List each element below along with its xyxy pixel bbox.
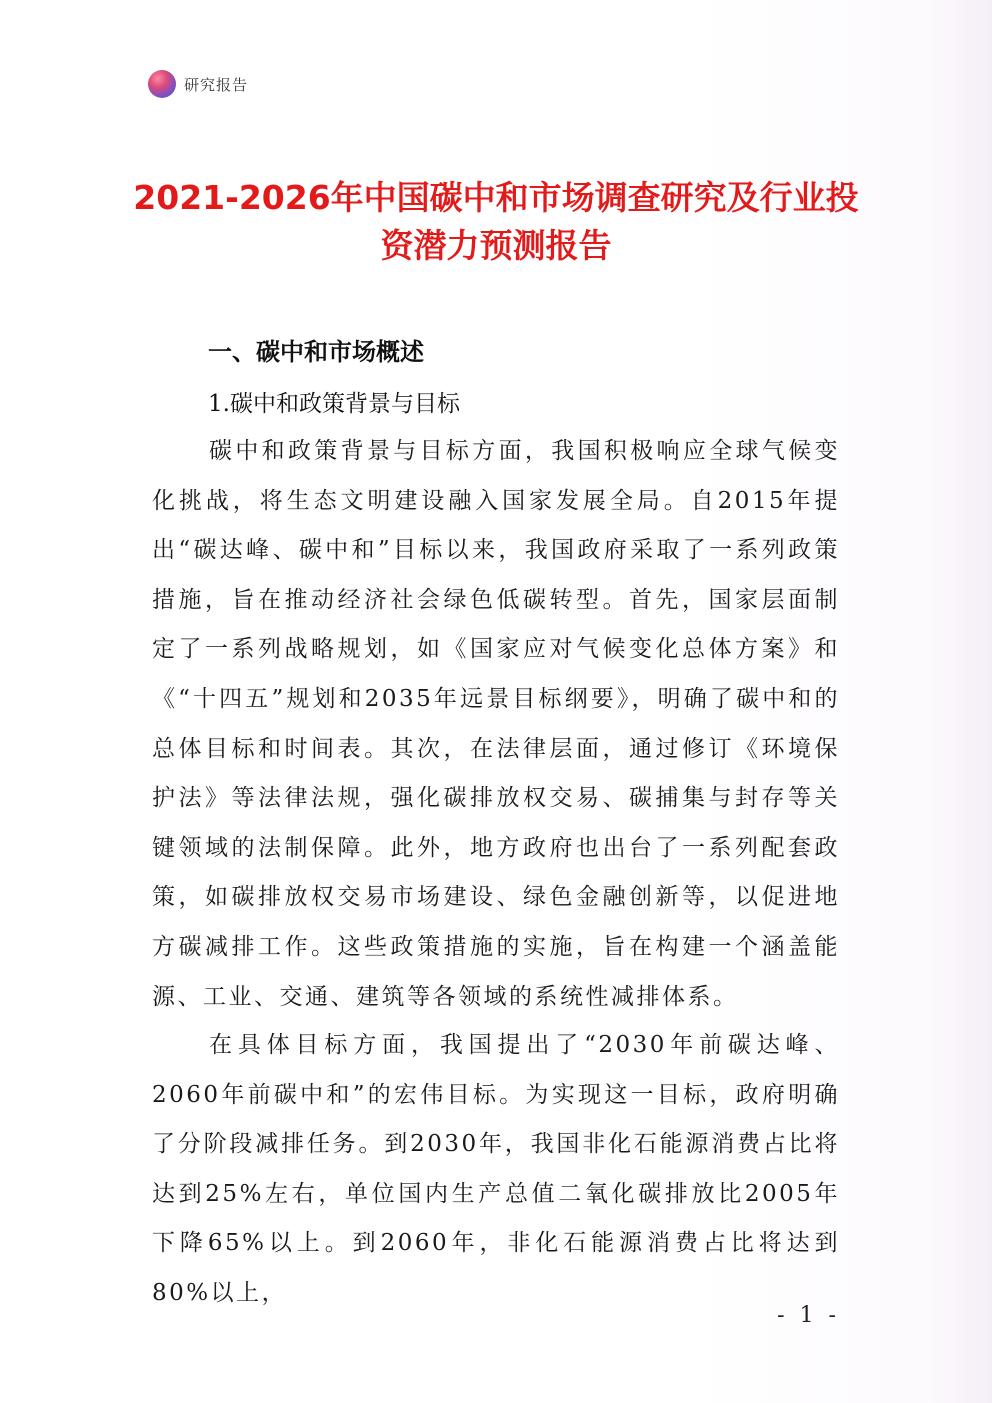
body-paragraph-2: 在具体目标方面，我国提出了“2030年前碳达峰、2060年前碳中和”的宏伟目标。为实现这一目标，政府明确了分阶段减排任务。到2030年，我国非化石能源消费占比将达到25%左右，单位国内生产总值二氧化碳排放比2005年下降65%以上。到2060年，非化石能源消费占比将达到80%以上， <box>152 1032 840 1306</box>
section-subheading: 1.碳中和政策背景与目标 <box>208 391 460 417</box>
section-heading: 一、碳中和市场概述 <box>208 338 424 366</box>
header-label: 研究报告 <box>184 75 249 94</box>
page-number: - 1 - <box>777 1303 840 1328</box>
page-edge-shade <box>932 0 992 1403</box>
report-header <box>148 70 248 98</box>
document-title: 2021-2026年中国碳中和市场调查研究及行业投资潜力预测报告 <box>133 178 859 265</box>
body-paragraph-1: 碳中和政策背景与目标方面，我国积极响应全球气候变化挑战，将生态文明建设融入国家发展全局。自2015年提出“碳达峰、碳中和”目标以来，我国政府采取了一系列政策措施，旨在推动经济社会绿色低碳转型。首先，国家层面制定了一系列战略规划，如《国家应对气候变化总体方案》和《“十四五”规划和2035年远景目标纲要》，明确了碳中和的总体目标和时间表。其次，在法律层面，通过修订《环境保护法》等法律法规，强化碳排放权交易、碳捕集与封存等关键领域的法制保障。此外，地方政府也出台了一系列配套政策，如碳排放权交易市场建设、绿色金融创新等，以促进地方碳减排工作。这些政策措施的实施，旨在构建一个涵盖能源、工业、交通、建筑等各领域的系统性减排体系。 <box>152 438 840 1010</box>
colored-circle-logo-icon <box>148 70 176 98</box>
